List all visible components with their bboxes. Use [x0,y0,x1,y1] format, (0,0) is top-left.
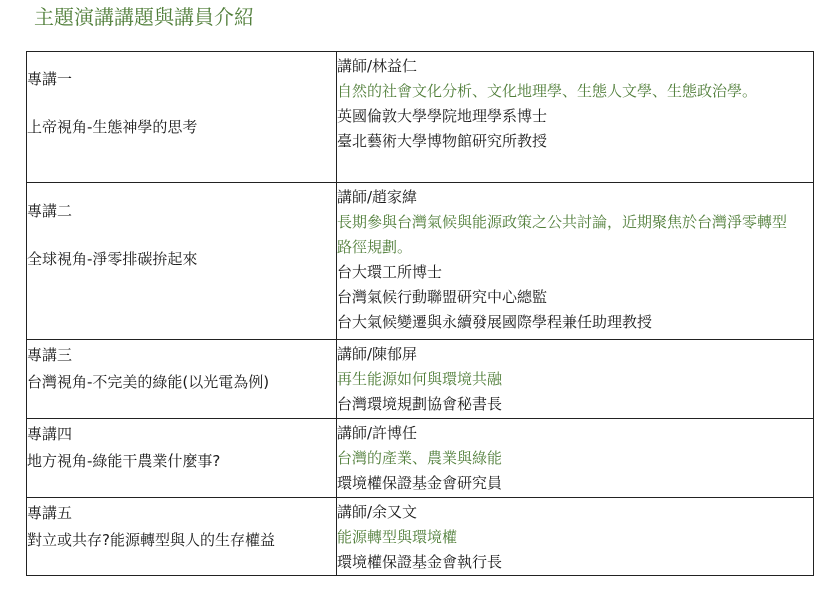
session-topic: 全球視角-淨零排碳拚起來 [27,250,198,268]
session-row [27,419,814,498]
session-row [27,52,814,183]
speaker-credential: 環境權保證基金會研究員 [337,474,503,492]
speaker-expertise: 台灣的產業、農業與綠能 [337,449,503,467]
session-label: 專講一 [27,70,73,88]
session-row [27,183,814,340]
speaker-info-cell [337,340,814,419]
speaker-expertise: 長期參與台灣氣候與能源政策之公共討論，近期聚焦於台灣淨零轉型路徑規劃。 [337,213,788,256]
speaker-name: 講師/趙家緯 [337,188,418,206]
session-topic: 對立或共存?能源轉型與人的生存權益 [27,531,275,549]
speaker-info-cell [337,498,814,576]
session-row [27,498,814,576]
speaker-name: 講師/許博任 [337,424,418,442]
session-info-cell [27,419,337,498]
session-label: 專講四 [27,425,73,443]
speaker-credential: 台灣氣候行動聯盟研究中心總監 [337,288,548,306]
speaker-credential: 台大環工所博士 [337,263,443,281]
page-title: 主題演講講題與講員介紹 [34,5,254,29]
speaker-name: 講師/林益仁 [337,57,418,75]
speaker-info-cell [337,419,814,498]
speaker-expertise: 再生能源如何與環境共融 [337,370,503,388]
speaker-credential: 英國倫敦大學學院地理學系博士 [337,107,548,125]
speaker-credential: 環境權保證基金會執行長 [337,553,503,571]
speaker-credential: 台大氣候變遷與永續發展國際學程兼任助理教授 [337,313,653,331]
session-info-cell [27,183,337,340]
session-topic: 地方視角-綠能干農業什麼事? [27,452,221,470]
speaker-credential: 臺北藝術大學博物館研究所教授 [337,132,548,150]
session-label: 專講五 [27,504,73,522]
session-row [27,340,814,419]
session-info-cell [27,340,337,419]
session-topic: 上帝視角-生態神學的思考 [27,118,198,136]
speaker-expertise: 能源轉型與環境權 [337,528,458,546]
session-topic: 台灣視角-不完美的綠能(以光電為例) [27,373,270,391]
session-label: 專講三 [27,346,73,364]
session-label: 專講二 [27,202,73,220]
speaker-expertise: 自然的社會文化分析、文化地理學、生態人文學、生態政治學。 [337,82,758,100]
speaker-credential: 台灣環境規劃協會秘書長 [337,395,503,413]
speaker-name: 講師/陳郁屏 [337,345,418,363]
speaker-name: 講師/余又文 [337,503,418,521]
speaker-info-cell [337,183,814,340]
session-info-cell [27,498,337,576]
talks-table [26,51,814,576]
session-info-cell [27,52,337,183]
speaker-info-cell [337,52,814,183]
